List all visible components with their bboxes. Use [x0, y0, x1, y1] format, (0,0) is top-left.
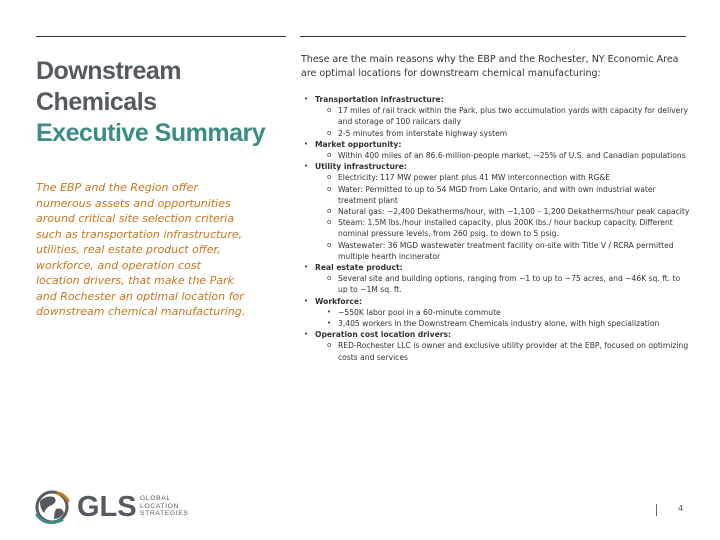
sub-bullet-marker: o	[327, 207, 332, 216]
sub-bullet-marker: o	[327, 151, 332, 160]
title-line-3: Executive Summary	[36, 119, 266, 147]
reason-detail	[301, 150, 691, 161]
intro-text: These are the main reasons why the EBP and the Rochester, NY Economic Area are optimal locations for downstream chemical manufacturing:	[301, 54, 679, 79]
reason-detail	[301, 184, 691, 206]
reason-item	[301, 296, 691, 307]
sub-bullet-marker: o	[327, 106, 332, 115]
bullet-icon: •	[304, 162, 309, 171]
reason-label: Market opportunity:	[315, 139, 402, 149]
sub-bullet-marker: o	[327, 128, 332, 137]
reason-item	[301, 94, 691, 105]
reason-detail-text: 3,405 workers in the Downstream Chemicals industry alone, with high specialization	[338, 319, 660, 329]
reason-detail	[301, 105, 691, 127]
reason-detail	[301, 307, 691, 318]
reason-item	[301, 329, 691, 340]
sub-bullet-marker: o	[327, 240, 332, 249]
reason-label: Real estate product:	[315, 263, 403, 273]
reason-detail-text: Natural gas: ~2,400 Dekatherms/hour, with ~1,100 – 1,200 Dekatherms/hour peak capacity	[338, 207, 690, 217]
page-number-separator	[656, 504, 657, 516]
sub-bullet-marker: o	[327, 218, 332, 227]
title-line-1: Downstream	[36, 57, 182, 85]
reason-detail-text: Several site and building options, ranging from ~1 to up to ~75 acres, and ~46K sq. ft. to up to ~1M sq. ft.	[338, 274, 681, 295]
bullet-icon: •	[304, 296, 309, 305]
reason-detail	[301, 318, 691, 329]
globe-icon	[32, 487, 72, 527]
sub-bullet-marker: o	[327, 341, 332, 350]
reason-detail-text: 2-5 minutes from interstate highway system	[338, 128, 508, 138]
logo-tagline	[140, 495, 189, 518]
reason-label: Operation cost location drivers:	[315, 330, 452, 340]
reason-detail	[301, 340, 691, 362]
reason-item	[301, 262, 691, 273]
reason-item	[301, 139, 691, 150]
gls-logo	[32, 487, 202, 527]
reason-detail-text: Within 400 miles of an 86.6-million-people market, ~25% of U.S. and Canadian populations	[338, 151, 686, 161]
logo-tag-line-3: STRATEGIES	[140, 510, 189, 517]
reason-detail	[301, 217, 691, 239]
reason-detail-text: ~550K labor pool in a 60-minute commute	[338, 307, 501, 317]
sub-bullet-marker: •	[327, 319, 332, 328]
reason-detail	[301, 172, 691, 183]
sub-bullet-marker: o	[327, 274, 332, 283]
reason-detail	[301, 206, 691, 217]
reason-item	[301, 161, 691, 172]
reason-detail-text: 17 miles of rail track within the Park, plus two accumulation yards with capacity for delivery and storage of 100 railcars daily	[338, 106, 688, 127]
left-top-rule	[36, 36, 286, 37]
logo-tag-line-2: LOCATION	[140, 502, 180, 510]
bullet-icon: •	[304, 139, 309, 148]
page-title	[36, 56, 286, 149]
right-top-rule	[300, 36, 686, 37]
sub-bullet-marker: o	[327, 173, 332, 182]
logo-wordmark: GLS	[77, 491, 137, 523]
bullet-icon: •	[304, 95, 309, 103]
logo-tag-line-1: GLOBAL	[140, 495, 171, 502]
reason-detail	[301, 240, 691, 262]
bullet-icon: •	[304, 263, 309, 272]
sub-bullet-marker: •	[327, 307, 332, 316]
page-number: 4	[678, 504, 684, 513]
reason-detail-text: RED-Rochester LLC is owner and exclusive utility provider at the EBP, focused on optimizing costs and services	[338, 341, 689, 362]
reasons-list	[301, 94, 691, 363]
reason-detail-text: Electricity: 117 MW power plant plus 41 MW interconnection with RG&E	[338, 173, 611, 183]
reason-label: Transportation infrastructure:	[315, 95, 444, 104]
reason-detail	[301, 273, 691, 295]
reason-detail-text: Wastewater: 36 MGD wastewater treatment facility on-site with Title V / RCRA permitted multiple hearth incinerator	[338, 240, 674, 261]
reason-detail-text: Water: Permitted to up to 54 MGD from Lake Ontario, and with own industrial water treatment plant	[338, 184, 656, 205]
bullet-icon: •	[304, 330, 309, 339]
sub-bullet-marker: o	[327, 184, 332, 193]
reason-label: Utility infrastructure:	[315, 162, 407, 172]
summary-text: The EBP and the Region offer numerous assets and opportunities around critical site selection criteria such as transportation infrastructure, utilities, real estate product offer, workforce, and operation cost location drivers, that make the Park and Rochester an optimal location for downstream chemical manufacturing.	[36, 181, 246, 318]
reason-detail	[301, 128, 691, 139]
reason-detail-text: Steam: 1.5M lbs./hour installed capacity, plus 200K lbs./ hour backup capacity. Different nominal pressure levels, from 260 psig. to down to 5 psig.	[338, 218, 673, 239]
title-line-2: Chemicals	[36, 88, 157, 116]
reason-label: Workforce:	[315, 296, 363, 306]
